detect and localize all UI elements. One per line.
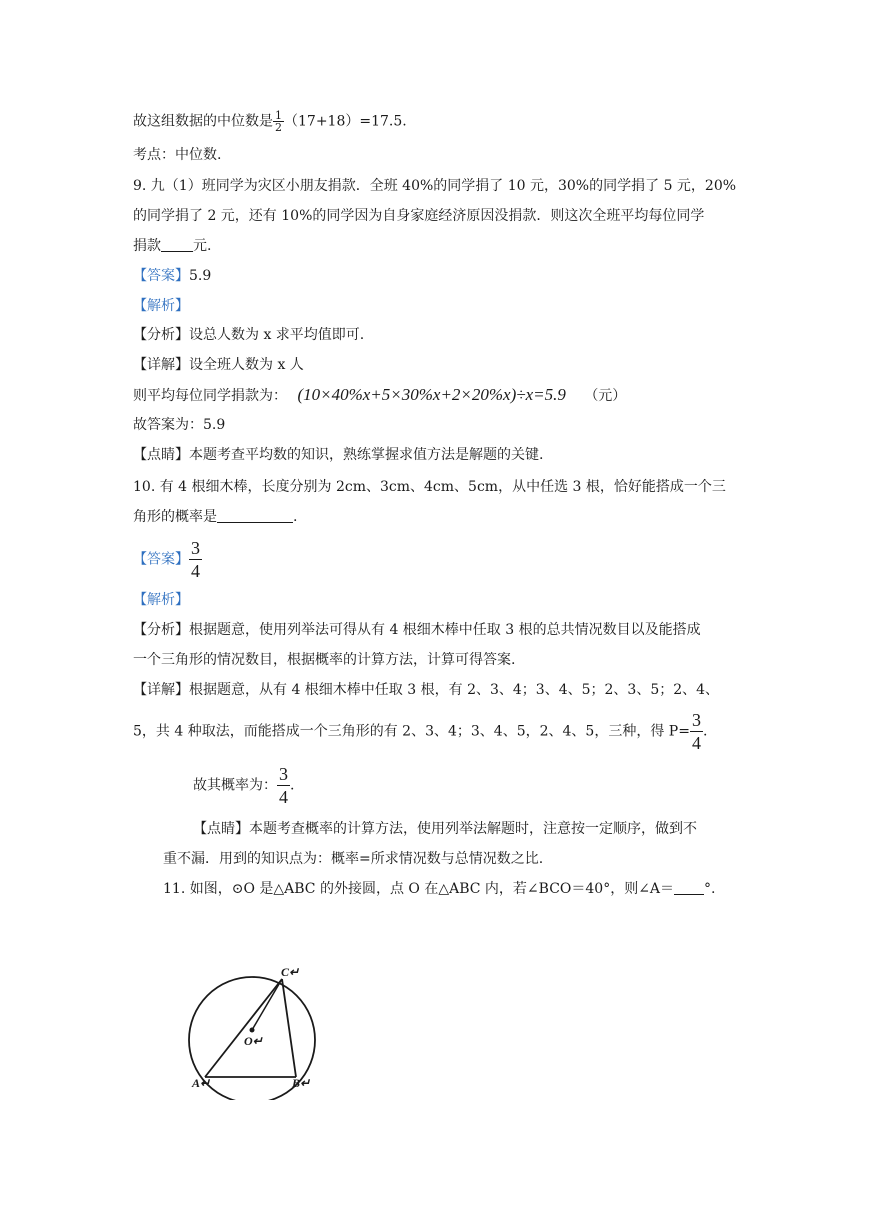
q11-question: 11. 如图，⊙O 是△ABC 的外接圆，点 O 在△ABC 内，若∠BCO＝40°，则∠A＝ °. bbox=[163, 881, 716, 897]
q10-line1: 10. 有 4 根细木棒，长度分别为 2cm、3cm、4cm、5cm，从中任选 3 根，恰好能搭成一个三 bbox=[133, 479, 726, 495]
q10-answer-blank bbox=[217, 508, 293, 523]
side-ac bbox=[205, 979, 282, 1077]
q10-detail-line2: 5，共 4 种取法，而能搭成一个三角形的有 2、3、4；3、4、5，2、4、5，三种，得 P= $\frac{3}{4}$ . bbox=[133, 710, 708, 753]
q9-equation: (10×40%x+5×30%x+2×20%x)÷x=5.9 bbox=[297, 385, 566, 404]
q10-line2: 角形的概率是 . bbox=[133, 509, 298, 525]
q9-answer bbox=[133, 266, 211, 286]
q10-analysis-heading: 【解析】 bbox=[133, 592, 189, 608]
q9-comment: 【点睛】本题考查平均数的知识，熟练掌握求值方法是解题的关键. bbox=[133, 447, 544, 463]
q9-analysis: 【分析】设总人数为 x 求平均值即可. bbox=[133, 327, 365, 343]
answer-tag: 【答案】 bbox=[133, 268, 189, 284]
answer-value: 5.9 bbox=[189, 268, 212, 284]
answer-fraction: $\frac{3}{4}$ bbox=[191, 538, 200, 581]
center-point bbox=[250, 1028, 255, 1033]
q10-final-answer: 故其概率为： $\frac{3}{4}$ . bbox=[193, 764, 295, 807]
q9-analysis-heading: 【解析】 bbox=[133, 298, 189, 314]
circumcircle-figure bbox=[180, 960, 330, 1100]
final-fraction: $\frac{3}{4}$ bbox=[279, 764, 288, 807]
label-c: C↵ bbox=[281, 965, 300, 979]
q9-line1: 9. 九（1）班同学为灾区小朋友捐款．全班 40%的同学捐了 10 元，30%的同学捐了 5 元，20% bbox=[133, 178, 737, 194]
probability-fraction: $\frac{3}{4}$ bbox=[691, 710, 701, 753]
q9-line2: 的同学捐了 2 元，还有 10%的同学因为自身家庭经济原因没捐款．则这次全班平均每位同学 bbox=[133, 208, 705, 224]
answer-tag: 【答案】 bbox=[133, 551, 189, 568]
q10-comment-line1: 【点睛】本题考查概率的计算方法，使用列举法解题时，注意按一定顺序，做到不 bbox=[193, 821, 697, 837]
q9-equation-line: 则平均每位同学捐款为： (10×40%x+5×30%x+2×20%x)÷x=5.9 （元） bbox=[133, 385, 627, 404]
q10-answer bbox=[133, 539, 202, 580]
q10-analysis-line2: 一个三角形的情况数目，根据概率的计算方法，计算可得答案. bbox=[133, 652, 516, 668]
q9-final-answer: 故答案为：5.9 bbox=[133, 417, 226, 433]
median-text: 故这组数据的中位数是 bbox=[133, 113, 273, 130]
median-conclusion bbox=[133, 110, 407, 133]
q10-comment-line2: 重不漏．用到的知识点为：概率=所求情况数与总情况数之比. bbox=[163, 851, 544, 867]
q11-answer-blank bbox=[674, 880, 704, 895]
knowledge-point-median: 考点：中位数. bbox=[133, 147, 222, 163]
label-o: O↵ bbox=[244, 1034, 263, 1048]
q9-line3: 捐款 元. bbox=[133, 238, 212, 254]
median-value: （17+18）=17.5. bbox=[284, 113, 407, 130]
label-a: A↵ bbox=[192, 1076, 211, 1090]
half-fraction: $\frac{1}{2}$ bbox=[275, 109, 282, 134]
q9-detail: 【详解】设全班人数为 x 人 bbox=[133, 357, 304, 373]
q10-detail-line1: 【详解】根据题意，从有 4 根细木棒中任取 3 根，有 2、3、4；3、4、5；2、3、5；2、4、 bbox=[133, 682, 720, 698]
label-b: B↵ bbox=[292, 1076, 311, 1090]
q10-analysis-line1: 【分析】根据题意，使用列举法可得从有 4 根细木棒中任取 3 根的总共情况数目以及能搭成 bbox=[133, 622, 701, 638]
segment-co bbox=[252, 979, 282, 1030]
q9-answer-blank bbox=[161, 237, 193, 252]
